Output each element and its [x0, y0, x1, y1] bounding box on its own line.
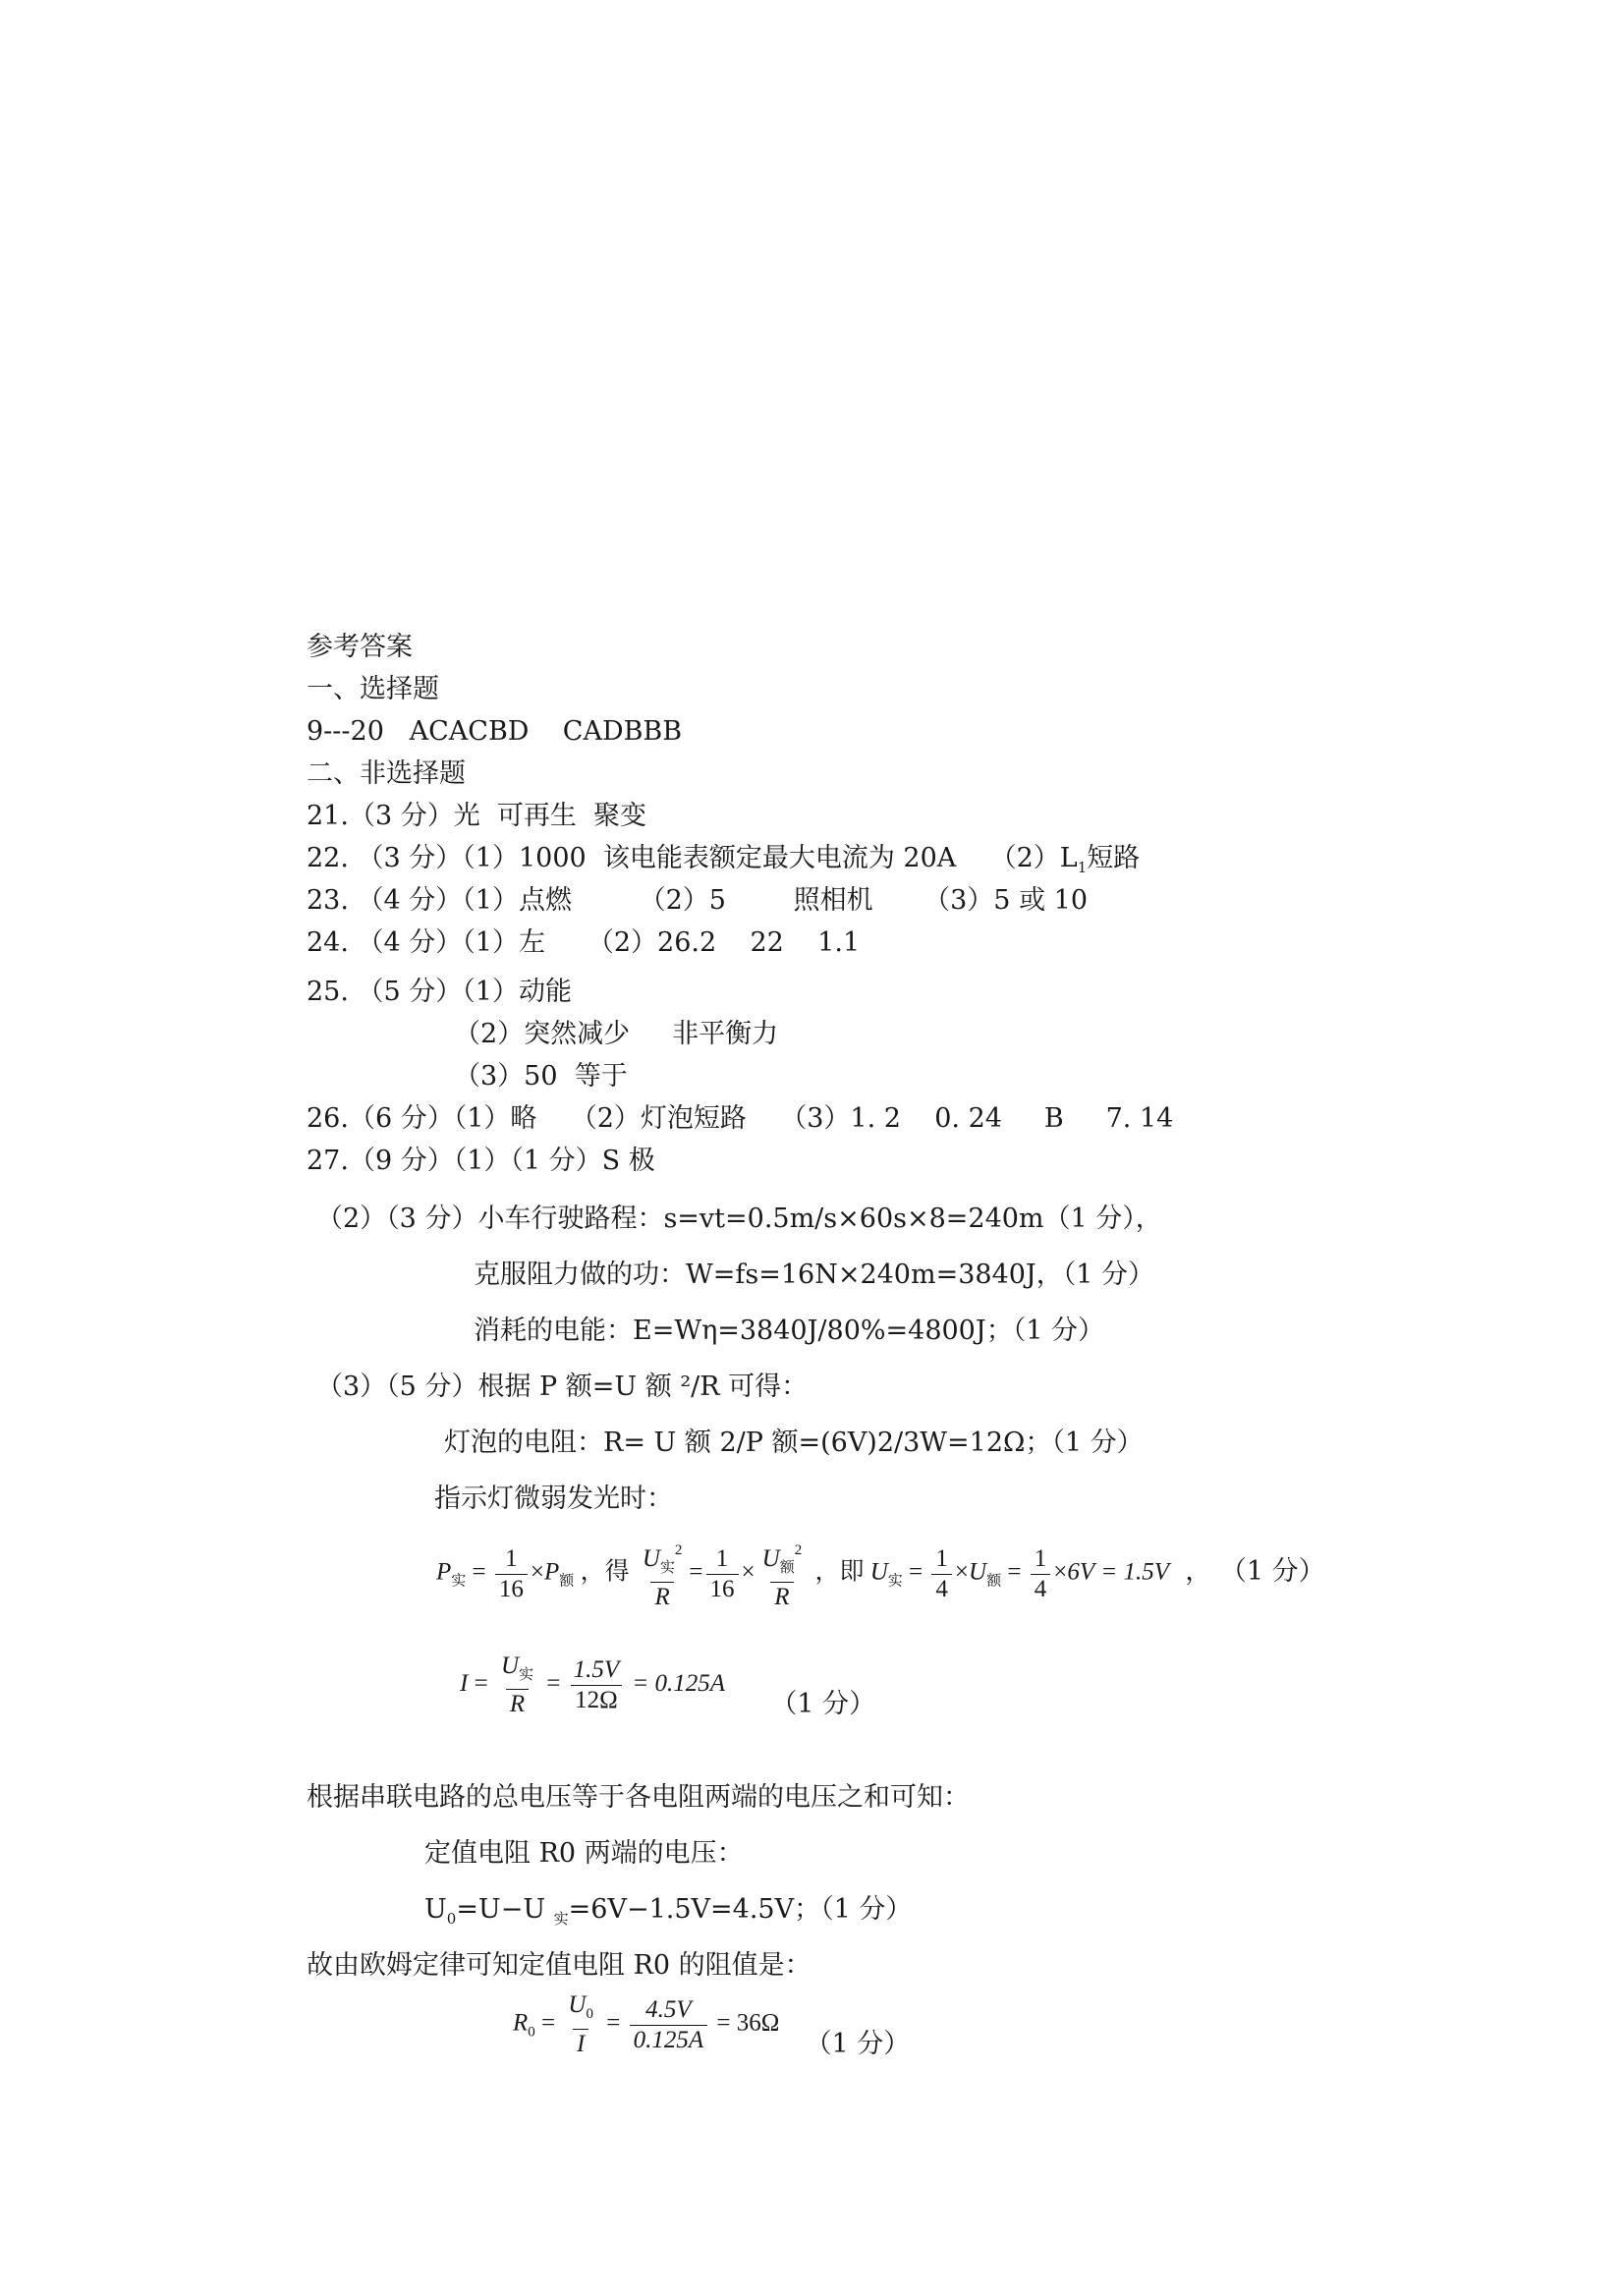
subscript-0: 0	[586, 2006, 593, 2022]
fraction-u-squared-r	[639, 1538, 687, 1610]
symbol-u: U	[969, 1558, 987, 1586]
numerator: 1.5V	[573, 1656, 620, 1683]
u0-result: =6V−1.5V=4.5V；（1 分）	[568, 1894, 913, 1925]
fraction-ushi-r	[497, 1653, 537, 1717]
formula-power-ratio	[436, 1538, 1325, 1610]
answer-22-tail: 短路	[1087, 843, 1141, 873]
denominator: 4	[931, 1574, 952, 1602]
times-sign: ×	[1053, 1558, 1068, 1586]
formula-current	[460, 1653, 875, 1720]
answer-27-resistance: 灯泡的电阻：R= U 额 2/P 额=(6V)2/3W=12Ω；（1 分）	[444, 1428, 1144, 1458]
times-sign: ×	[741, 1558, 756, 1586]
numerator: 1	[715, 1544, 729, 1572]
equals-sign: =	[541, 2009, 556, 2037]
result-r0: = 36Ω	[716, 2009, 780, 2037]
subscript-e: 额	[559, 1571, 575, 1590]
superscript-two: 2	[794, 1542, 803, 1558]
subscript-e: 额	[986, 1571, 1002, 1590]
subscript-shi: 实	[887, 1571, 903, 1590]
denominator: 16	[706, 1574, 739, 1602]
score-note: （1 分）	[805, 2028, 911, 2059]
subscript-0: 0	[528, 2024, 535, 2041]
numerator	[564, 1992, 597, 2029]
result-current: = 0.125A	[632, 1670, 726, 1698]
series-circuit-text: 根据串联电路的总电压等于各电阻两端的电压之和可知：	[307, 1782, 970, 1813]
score-note: （1 分）	[770, 1689, 876, 1720]
denominator: 0.125A	[630, 2025, 708, 2053]
answer-22-subscript: 1	[1077, 859, 1088, 876]
answer-27-work: 克服阻力做的功：W=fs=16N×240m=3840J，（1 分）	[474, 1260, 1155, 1290]
score-note: ， （1 分）	[1185, 1555, 1325, 1587]
times-sign: ×	[530, 1558, 545, 1586]
denominator: 16	[495, 1574, 528, 1602]
numerator: 1	[505, 1544, 518, 1572]
denominator: R	[770, 1582, 793, 1610]
symbol-p: P	[436, 1558, 452, 1586]
u0-symbol: U	[424, 1894, 447, 1925]
subscript-shi: 实	[451, 1571, 467, 1590]
answer-25-line2: （2）突然减少 非平衡力	[454, 1019, 779, 1049]
numerator: 1	[1034, 1544, 1047, 1572]
answer-23: 23. （4 分）（1）点燃 （2）5 照相机 （3）5 或 10	[307, 885, 1089, 916]
fraction-one-four	[931, 1546, 952, 1602]
symbol-u: U	[642, 1545, 660, 1572]
answer-22-text: 22. （3 分）（1）1000 该电能表额定最大电流为 20A （2）L	[307, 843, 1078, 873]
fraction-u0-i	[564, 1992, 597, 2057]
answer-25-line3: （3）50 等于	[454, 1061, 628, 1092]
subscript-shi: 实	[659, 1558, 675, 1576]
text-ji: ，即	[814, 1556, 865, 1586]
answer-25-line1: 25. （5 分）（1）动能	[307, 977, 572, 1007]
equals-sign: =	[1007, 1558, 1022, 1586]
r0-voltage-label: 定值电阻 R0 两端的电压：	[424, 1838, 744, 1869]
answer-22	[307, 842, 1140, 884]
fraction-one-four	[1031, 1546, 1051, 1602]
answer-21: 21.（3 分）光 可再生 聚变	[307, 801, 647, 831]
subscript-e: 额	[779, 1558, 795, 1576]
times-sign: ×	[954, 1558, 970, 1586]
equals-sign: =	[606, 2009, 621, 2037]
denominator: I	[573, 2029, 588, 2057]
choice-answers: 9---20 ACACBD CADBBB	[307, 716, 683, 747]
u0-middle: =U−U	[456, 1894, 554, 1925]
numerator	[758, 1538, 807, 1582]
ohm-law-text: 故由欧姆定律可知定值电阻 R0 的阻值是：	[307, 1950, 812, 1981]
symbol-r: R	[513, 2009, 529, 2037]
answer-27-part3: （3）（5 分）根据 P 额=U 额 ²/R 可得：	[316, 1372, 809, 1402]
answer-27-dim-light: 指示灯微弱发光时：	[434, 1484, 673, 1514]
fraction-r0-values	[630, 1997, 708, 2053]
numerator: 1	[935, 1544, 948, 1572]
result-1-5v: = 1.5V	[1100, 1558, 1169, 1586]
symbol-u: U	[500, 1652, 519, 1679]
section-choice-title: 一、选择题	[307, 674, 439, 704]
equals-sign: =	[909, 1558, 923, 1586]
equals-sign: =	[472, 1558, 486, 1586]
fraction-current-values	[570, 1657, 624, 1713]
numerator	[639, 1538, 687, 1582]
equals-sign: =	[689, 1558, 703, 1586]
heading: 参考答案	[307, 632, 413, 662]
value-6v: 6V	[1067, 1558, 1095, 1586]
answer-27-part1: 27.（9 分）（1）（1 分）S 极	[307, 1146, 655, 1176]
symbol-u: U	[568, 1991, 587, 2018]
fraction-ue-squared-r	[758, 1538, 807, 1610]
symbol-u: U	[869, 1558, 888, 1586]
answer-26: 26.（6 分）（1）略 （2）灯泡短路 （3）1. 2 0. 24 B 7. 14	[307, 1103, 1174, 1134]
u0-subscript: 0	[446, 1910, 457, 1928]
answer-27-part2: （2）（3 分）小车行驶路程：s=vt=0.5m/s×60s×8=240m（1 分），	[316, 1204, 1162, 1234]
numerator: 4.5V	[645, 1995, 692, 2023]
symbol-p: P	[544, 1558, 560, 1586]
symbol-i: I	[460, 1670, 469, 1698]
fraction-one-sixteen	[495, 1546, 528, 1602]
answer-27-energy: 消耗的电能：E=Wη=3840J/80%=4800J；（1 分）	[474, 1316, 1104, 1346]
subscript-shi: 实	[519, 1665, 534, 1683]
denominator: R	[650, 1582, 673, 1610]
u0-subscript-shi: 实	[553, 1910, 569, 1928]
equals-sign: =	[474, 1670, 488, 1698]
equals-sign: =	[546, 1670, 561, 1698]
superscript-two: 2	[674, 1542, 683, 1558]
text-de: ，得	[580, 1556, 630, 1586]
u0-equation	[424, 1893, 912, 1935]
answer-24: 24. （4 分）（1）左 （2）26.2 22 1.1	[307, 927, 861, 958]
fraction-one-sixteen	[706, 1546, 739, 1602]
section-nonchoice-title: 二、非选择题	[307, 758, 466, 789]
symbol-u: U	[761, 1545, 780, 1572]
denominator: 12Ω	[571, 1685, 622, 1713]
denominator: R	[506, 1689, 529, 1717]
denominator: 4	[1031, 1574, 1051, 1602]
numerator	[497, 1653, 537, 1689]
formula-r0	[513, 1992, 910, 2060]
